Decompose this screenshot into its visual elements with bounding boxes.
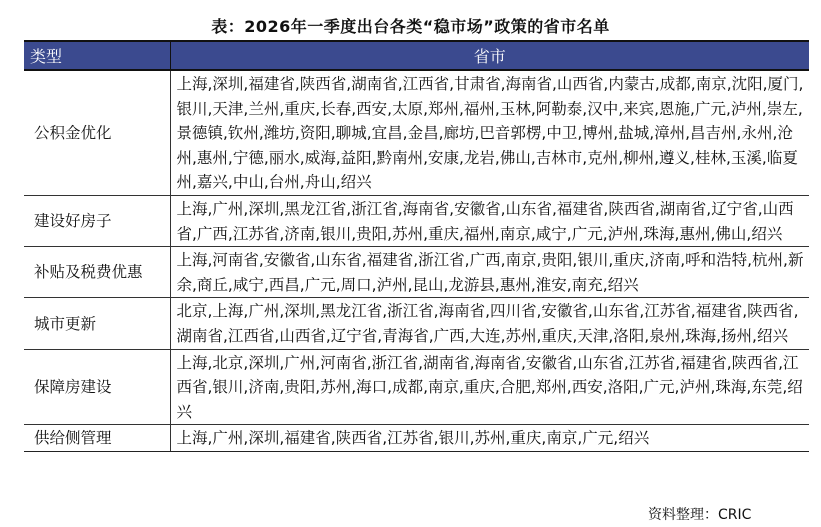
row-type: 城市更新 (24, 298, 170, 349)
header-cities: 省市 (170, 41, 809, 70)
row-type: 公积金优化 (24, 70, 170, 195)
table-header-row (24, 41, 809, 70)
table-row (24, 195, 809, 246)
table-row (24, 70, 809, 195)
row-cities: 北京,上海,广州,深圳,黑龙江省,浙江省,海南省,四川省,安徽省,山东省,江苏省,福建省,陕西省,湖南省,江西省,山西省,辽宁省,青海省,广西,大连,苏州,重庆,天津,洛阳,泉州,珠海,扬州,绍兴 (170, 298, 809, 349)
row-cities: 上海,北京,深圳,广州,河南省,浙江省,湖南省,海南省,安徽省,山东省,江苏省,福建省,陕西省,江西省,银川,济南,贵阳,苏州,海口,成都,南京,重庆,合肥,郑州,西安,洛阳,广元,泸州,珠海,东莞,绍兴 (170, 349, 809, 425)
row-type: 保障房建设 (24, 349, 170, 425)
row-type: 供给侧管理 (24, 425, 170, 452)
table-row (24, 247, 809, 298)
header-type: 类型 (24, 41, 170, 70)
policy-table (24, 40, 809, 452)
row-cities: 上海,广州,深圳,黑龙江省,浙江省,海南省,安徽省,山东省,福建省,陕西省,湖南省,辽宁省,山西省,广西,江苏省,济南,银川,贵阳,苏州,重庆,福州,南京,咸宁,广元,泸州,珠海,惠州,佛山,绍兴 (170, 195, 809, 246)
table-row (24, 298, 809, 349)
row-cities: 上海,河南省,安徽省,山东省,福建省,浙江省,广西,南京,贵阳,银川,重庆,济南,呼和浩特,杭州,新余,商丘,咸宁,西昌,广元,周口,泸州,昆山,龙游县,惠州,淮安,南充,绍兴 (170, 247, 809, 298)
table-title: 表：2026年一季度出台各类“稳市场”政策的省市名单 (211, 17, 610, 36)
row-type: 建设好房子 (24, 195, 170, 246)
row-cities: 上海,广州,深圳,福建省,陕西省,江苏省,银川,苏州,重庆,南京,广元,绍兴 (170, 425, 809, 452)
source-note: 资料整理：CRIC (648, 507, 752, 523)
table-row (24, 349, 809, 425)
row-type: 补贴及税费优惠 (24, 247, 170, 298)
table-row (24, 425, 809, 452)
row-cities: 上海,深圳,福建省,陕西省,湖南省,江西省,甘肃省,海南省,山西省,内蒙古,成都,南京,沈阳,厦门,银川,天津,兰州,重庆,长春,西安,太原,郑州,福州,玉林,阿勒泰,汉中,来宾,恩施,广元,泸州,崇左,景德镇,钦州,潍坊,资阳,聊城,宜昌,金昌,廊坊,巴音郭楞,中卫,博州,盐城,漳州,昌吉州,永州,沧州,惠州,宁德,丽水,威海,益阳,黔南州,安康,龙岩,佛山,吉林市,克州,柳州,遵义,桂林,玉溪,临夏州,嘉兴,中山,台州,舟山,绍兴 (170, 70, 809, 195)
